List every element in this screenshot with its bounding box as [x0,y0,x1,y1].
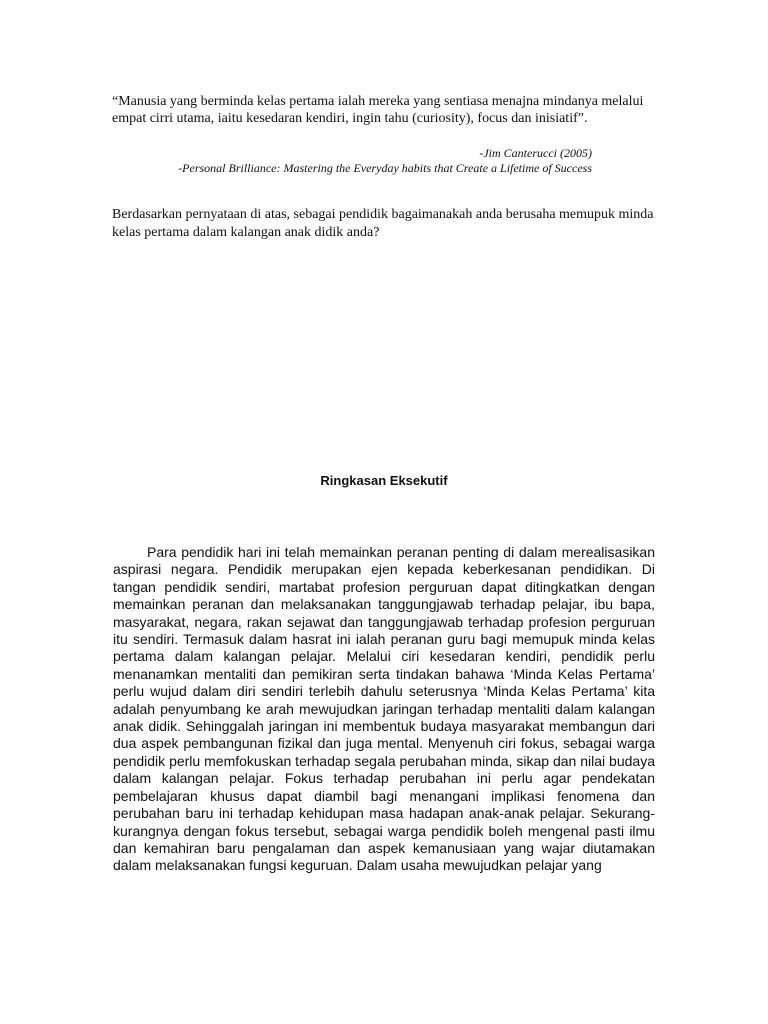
quote-source: -Personal Brilliance: Mastering the Everyday habits that Create a Lifetime of Success [178,161,592,175]
essay-question: Berdasarkan pernyataan di atas, sebagai pendidik bagaimanakah anda berusaha memupuk minda kelas pertama dalam kalangan anak didik anda? [112,207,654,240]
quote-author: -Jim Canterucci (2005) [479,146,592,160]
summary-paragraph: Para pendidik hari ini telah memainkan peranan penting di dalam merealisasikan aspirasi negara. Pendidik merupakan ejen kepada keberkesanan pendidikan. Di tangan pendidik sendiri, martabat profesion perguruan dapat ditingkatkan dengan memainkan peranan dan melaksanakan tanggungjawab terhadap pelajar, ibu bapa, masyarakat, negara, rakan sejawat dan tanggungjawab terhadap profesion perguruan itu sendiri. Termasuk dalam hasrat ini ialah peranan guru bagi memupuk minda kelas pertama dalam kalangan pelajar. Melalui ciri kesedaran kendiri, pendidik perlu menanamkan mentaliti dan pemikiran serta tindakan bahawa ‘Minda Kelas Pertama’ perlu wujud dalam diri sendiri terlebih dahulu seterusnya ‘Minda Kelas Pertama’ kita adalah penyumbang ke arah mewujudkan jaringan terhadap mentaliti dalam kalangan anak didik. Sehinggalah jaringan ini membentuk budaya masyarakat membangun dari dua aspek pembangunan fizikal dan juga mental. Menyenuh ciri fokus, sebagai warga pendidik perlu memfokuskan terhadap segala perubahan minda, sikap dan nilai budaya dalam kalangan pelajar. Fokus terhadap perubahan ini perlu agar pendekatan pembelajaran khusus dapat diambil bagi menangani implikasi fenomena dan perubahan baru ini terhadap kehidupan masa hadapan anak-anak pelajar. Sekurang-kurangnya dengan fokus tersebut, sebagai warga pendidik boleh mengenal pasti ilmu dan kemahiran baru pengalaman dan aspek kemanusiaan yang wajar diutamakan dalam melaksanakan fungsi keguruan. Dalam usaha mewujudkan pelajar yang [113,544,655,874]
section-title: Ringkasan Eksekutif [320,473,448,488]
opening-quote: “Manusia yang berminda kelas pertama ialah mereka yang sentiasa menajna mindanya melalui empat cirri utama, iaitu kesedaran kendiri, ingin tahu (curiosity), focus dan inisiatif”. [112,94,644,126]
